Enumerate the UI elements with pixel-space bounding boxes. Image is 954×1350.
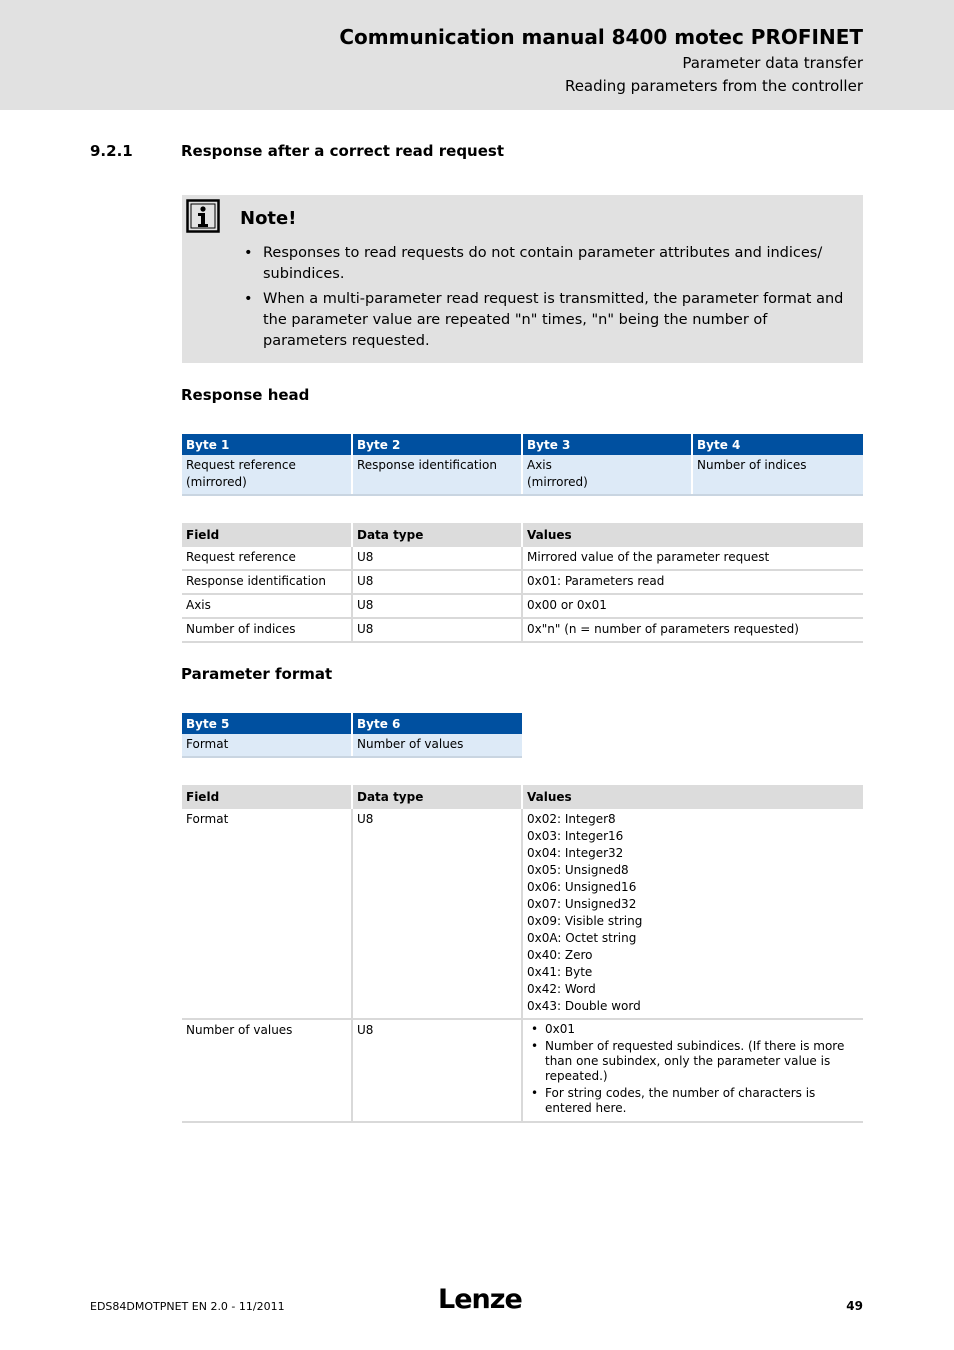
values-bullet-list — [527, 1022, 859, 1116]
table-row — [182, 809, 863, 1019]
values-cell: 0x01: Parameters read — [522, 570, 863, 594]
byte-header: Byte 2 — [352, 434, 522, 455]
parameter-format-heading: Parameter format — [181, 665, 333, 683]
format-value: 0x0A: Octet string — [527, 931, 637, 945]
section-context: Reading parameters from the controller — [564, 77, 863, 95]
type-cell: U8 — [352, 618, 522, 642]
values-bullet: • 0x01 — [527, 1022, 859, 1037]
note-list — [244, 243, 852, 356]
type-cell: U8 — [352, 547, 522, 570]
document-id: EDS84DMOTPNET EN 2.0 - 11/2011 — [90, 1300, 285, 1313]
manual-title: Communication manual 8400 motec PROFINET — [339, 25, 863, 49]
values-cell: 0x00 or 0x01 — [522, 594, 863, 618]
table-row — [182, 594, 863, 618]
byte-header: Byte 4 — [692, 434, 863, 455]
type-cell: U8 — [352, 1019, 522, 1122]
byte-cell: Format — [182, 734, 352, 757]
column-header: Field — [182, 785, 352, 809]
format-value: 0x07: Unsigned32 — [527, 897, 637, 911]
info-icon — [186, 199, 220, 233]
byte-cell: Axis (mirrored) — [522, 455, 692, 495]
byte-header: Byte 1 — [182, 434, 352, 455]
parameter-format-byte-table — [182, 713, 522, 758]
field-cell: Number of indices — [182, 618, 352, 642]
section-number: 9.2.1 — [90, 142, 133, 160]
type-cell: U8 — [352, 594, 522, 618]
column-header: Data type — [352, 523, 522, 547]
column-header: Values — [522, 523, 863, 547]
type-cell: U8 — [352, 809, 522, 1019]
values-bullet: • Number of requested subindices. (If there is more than one subindex, only the parameter value is repeated.) — [527, 1039, 859, 1084]
page-header — [0, 0, 954, 110]
values-cell: 0x"n" (n = number of parameters requested) — [522, 618, 863, 642]
column-header: Values — [522, 785, 863, 809]
format-value: 0x41: Byte — [527, 965, 593, 979]
byte-cell: Number of values — [352, 734, 522, 757]
byte-cell: Number of indices — [692, 455, 863, 495]
note-item: • Responses to read requests do not contain parameter attributes and indices/ subindices. — [244, 243, 852, 285]
chapter-title: Parameter data transfer — [682, 54, 863, 72]
page-number: 49 — [846, 1299, 863, 1313]
format-value: 0x03: Integer16 — [527, 829, 624, 843]
field-cell: Response identification — [182, 570, 352, 594]
format-value: 0x42: Word — [527, 982, 596, 996]
response-head-field-table — [182, 523, 863, 643]
response-head-byte-table — [182, 434, 863, 496]
section-title: Response after a correct read request — [181, 142, 505, 160]
format-value: 0x02: Integer8 — [527, 812, 616, 826]
format-value: 0x40: Zero — [527, 948, 593, 962]
note-box — [182, 195, 863, 363]
lenze-logo: Lenze — [438, 1284, 522, 1315]
table-row — [182, 618, 863, 642]
type-cell: U8 — [352, 570, 522, 594]
byte-header: Byte 6 — [352, 713, 522, 734]
field-cell: Request reference — [182, 547, 352, 570]
format-value: 0x05: Unsigned8 — [527, 863, 629, 877]
column-header: Data type — [352, 785, 522, 809]
column-header: Field — [182, 523, 352, 547]
note-title: Note! — [240, 208, 297, 229]
field-cell: Axis — [182, 594, 352, 618]
byte-header: Byte 5 — [182, 713, 352, 734]
values-cell — [522, 1019, 863, 1122]
byte-header: Byte 3 — [522, 434, 692, 455]
parameter-format-field-table — [182, 785, 863, 1123]
field-cell: Number of values — [182, 1019, 352, 1122]
table-row — [182, 570, 863, 594]
response-head-heading: Response head — [181, 386, 310, 404]
byte-cell: Request reference (mirrored) — [182, 455, 352, 495]
table-row — [182, 547, 863, 570]
values-cell: Mirrored value of the parameter request — [522, 547, 863, 570]
format-value: 0x04: Integer32 — [527, 846, 624, 860]
values-cell — [522, 809, 863, 1019]
format-value: 0x43: Double word — [527, 999, 641, 1013]
format-value: 0x09: Visible string — [527, 914, 643, 928]
byte-cell: Response identification — [352, 455, 522, 495]
note-item: • When a multi-parameter read request is transmitted, the parameter format and the parameter value are repeated "n" times, "n" being the number of parameters requested. — [244, 289, 852, 352]
table-row — [182, 1019, 863, 1122]
field-cell: Format — [182, 809, 352, 1019]
values-bullet: • For string codes, the number of characters is entered here. — [527, 1086, 859, 1116]
format-value: 0x06: Unsigned16 — [527, 880, 637, 894]
